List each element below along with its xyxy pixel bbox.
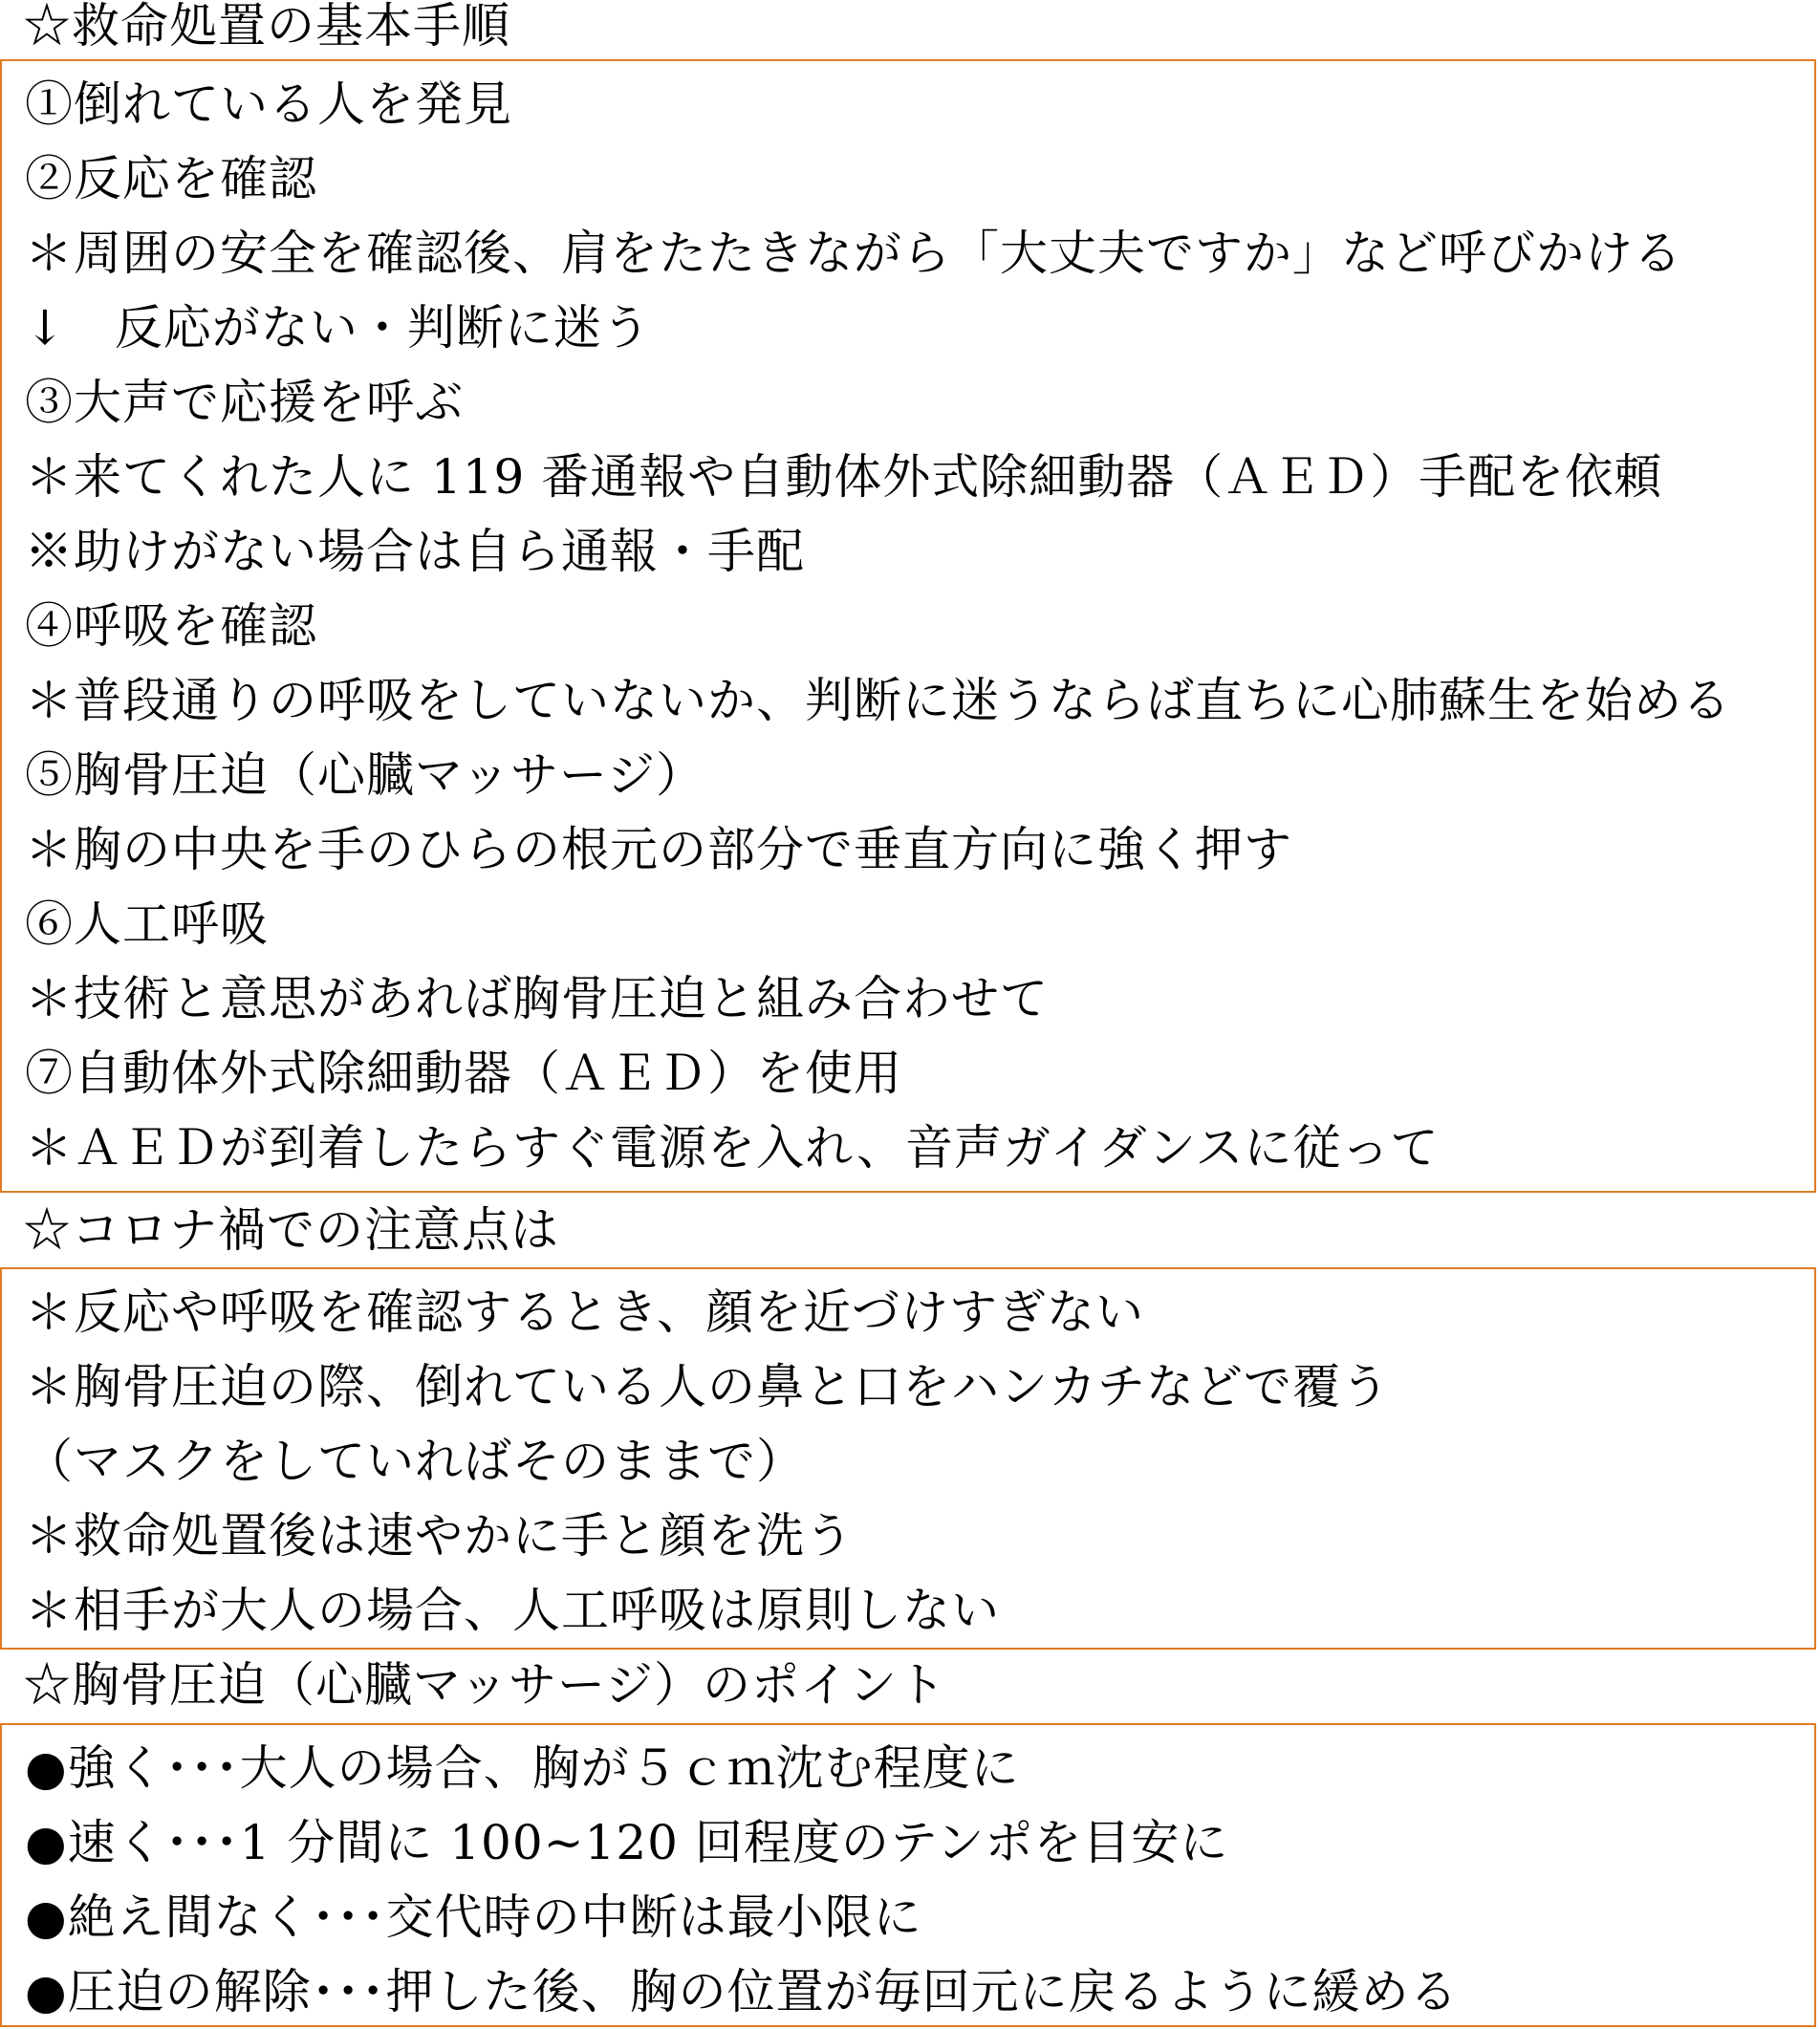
box-covid-cautions xyxy=(0,1267,1816,1650)
point-fast: ●速く･･･1 分間に 100~120 回程度のテンポを目安に xyxy=(25,1815,1229,1870)
section-heading-compression-points: ☆胸骨圧迫（心臓マッサージ）のポイント xyxy=(23,1657,946,1713)
note-start-cpr: ＊普段通りの呼吸をしていないか、判断に迷うならば直ちに心肺蘇生を始める xyxy=(25,673,1731,728)
point-strong: ●強く･･･大人の場合、胸が５ｃｍ沈む程度に xyxy=(25,1740,1020,1796)
box-compression-points xyxy=(0,1723,1816,2027)
section-heading-covid-cautions: ☆コロナ禍での注意点は xyxy=(23,1202,559,1258)
arrow-no-response: ↓ 反応がない・判断に迷う xyxy=(25,300,651,356)
note-call-119-aed: ＊来てくれた人に 119 番通報や自動体外式除細動器（ＡＥＤ）手配を依頼 xyxy=(25,449,1663,505)
caution-mask-note: （マスクをしていればそのままで） xyxy=(25,1434,805,1489)
caution-cover-nose-mouth: ＊胸骨圧迫の際、倒れている人の鼻と口をハンカチなどで覆う xyxy=(25,1359,1390,1414)
note-press-chest: ＊胸の中央を手のひらの根元の部分で垂直方向に強く押す xyxy=(25,822,1292,877)
note-check-safety: ＊周囲の安全を確認後、肩をたたきながら「大丈夫ですか」など呼びかける xyxy=(25,226,1682,281)
caution-wash-hands: ＊救命処置後は速やかに手と顔を洗う xyxy=(25,1508,854,1564)
step-4-check-breathing: ④呼吸を確認 xyxy=(25,598,317,654)
caution-face-distance: ＊反応や呼吸を確認するとき、顔を近づけすぎない xyxy=(25,1284,1144,1340)
point-release: ●圧迫の解除･･･押した後、胸の位置が毎回元に戻るように緩める xyxy=(25,1964,1459,2019)
point-continuous: ●絶え間なく･･･交代時の中断は最小限に xyxy=(25,1889,922,1945)
section-heading-basic-procedure: ☆救命処置の基本手順 xyxy=(23,0,510,54)
step-2-check-response: ②反応を確認 xyxy=(25,151,317,206)
note-aed-voice-guidance: ＊ＡＥＤが到着したらすぐ電源を入れ、音声ガイダンスに従って xyxy=(25,1120,1440,1176)
caution-no-rescue-breathing: ＊相手が大人の場合、人工呼吸は原則しない xyxy=(25,1583,1000,1638)
note-self-report: ※助けがない場合は自ら通報・手配 xyxy=(25,524,805,579)
box-basic-procedure xyxy=(0,59,1816,1193)
step-6-rescue-breathing: ⑥人工呼吸 xyxy=(25,896,269,952)
step-3-call-help: ③大声で応援を呼ぶ xyxy=(25,375,464,430)
step-1-discover: ①倒れている人を発見 xyxy=(25,76,512,132)
step-5-chest-compression: ⑤胸骨圧迫（心臓マッサージ） xyxy=(25,747,704,803)
step-7-use-aed: ⑦自動体外式除細動器（ＡＥＤ）を使用 xyxy=(25,1046,902,1101)
note-combine-compression: ＊技術と意思があれば胸骨圧迫と組み合わせて xyxy=(25,971,1049,1026)
